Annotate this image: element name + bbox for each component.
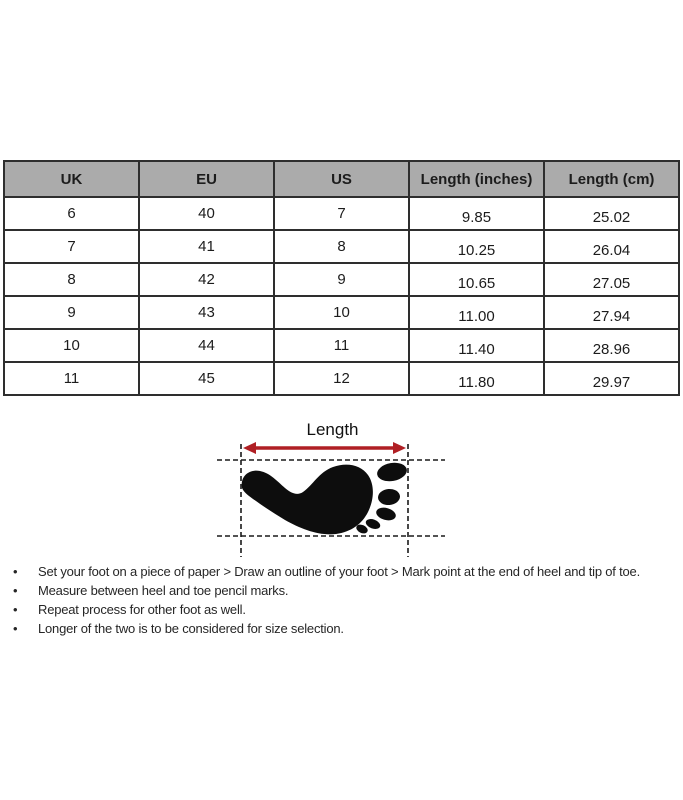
- bullet-icon: •: [13, 602, 18, 617]
- cell-eu: 43: [139, 296, 274, 329]
- column-header-uk: UK: [4, 161, 139, 197]
- cell-eu: 42: [139, 263, 274, 296]
- length-dimension-label: Length: [306, 420, 359, 439]
- instructions-list: [10, 565, 678, 641]
- cell-length-cm: 26.04: [544, 230, 679, 263]
- bullet-icon: •: [13, 583, 18, 598]
- column-header-eu: EU: [139, 161, 274, 197]
- cell-uk: 8: [4, 263, 139, 296]
- cell-us: 9: [274, 263, 409, 296]
- instruction-text: Repeat process for other foot as well.: [38, 602, 246, 617]
- instruction-text: Set your foot on a piece of paper > Draw an outline of your foot > Mark point at the end of heel and tip of toe.: [38, 564, 641, 579]
- cell-length-cm: 25.02: [544, 197, 679, 230]
- cell-us: 11: [274, 329, 409, 362]
- size-chart-header-row: [4, 161, 679, 197]
- column-header-length-cm: Length (cm): [544, 161, 679, 197]
- list-item: [10, 622, 678, 636]
- cell-eu: 44: [139, 329, 274, 362]
- cell-length-inches: 10.25: [409, 230, 544, 263]
- length-arrow-icon: [243, 442, 406, 454]
- table-row: [4, 296, 679, 329]
- instruction-text: Measure between heel and toe pencil marks.: [38, 583, 289, 598]
- cell-us: 10: [274, 296, 409, 329]
- cell-uk: 7: [4, 230, 139, 263]
- column-header-us: US: [274, 161, 409, 197]
- footprint-icon: [242, 461, 409, 536]
- cell-length-inches: 11.00: [409, 296, 544, 329]
- cell-length-cm: 29.97: [544, 362, 679, 395]
- cell-eu: 45: [139, 362, 274, 395]
- cell-us: 7: [274, 197, 409, 230]
- cell-length-cm: 28.96: [544, 329, 679, 362]
- table-row: [4, 197, 679, 230]
- bullet-icon: •: [13, 564, 18, 579]
- list-item: [10, 565, 678, 579]
- list-item: [10, 584, 678, 598]
- cell-length-inches: 11.40: [409, 329, 544, 362]
- cell-length-inches: 10.65: [409, 263, 544, 296]
- cell-length-cm: 27.05: [544, 263, 679, 296]
- foot-measuring-diagram: [215, 440, 450, 560]
- table-row: [4, 362, 679, 395]
- table-row: [4, 230, 679, 263]
- cell-length-cm: 27.94: [544, 296, 679, 329]
- table-row: [4, 263, 679, 296]
- table-row: [4, 329, 679, 362]
- cell-uk: 10: [4, 329, 139, 362]
- cell-uk: 6: [4, 197, 139, 230]
- size-chart-table: [3, 160, 680, 396]
- cell-eu: 40: [139, 197, 274, 230]
- cell-length-inches: 11.80: [409, 362, 544, 395]
- instruction-text: Longer of the two is to be considered for size selection.: [38, 621, 344, 636]
- cell-length-inches: 9.85: [409, 197, 544, 230]
- list-item: [10, 603, 678, 617]
- column-header-length-inches: Length (inches): [409, 161, 544, 197]
- cell-us: 8: [274, 230, 409, 263]
- cell-eu: 41: [139, 230, 274, 263]
- cell-uk: 11: [4, 362, 139, 395]
- cell-us: 12: [274, 362, 409, 395]
- cell-uk: 9: [4, 296, 139, 329]
- bullet-icon: •: [13, 621, 18, 636]
